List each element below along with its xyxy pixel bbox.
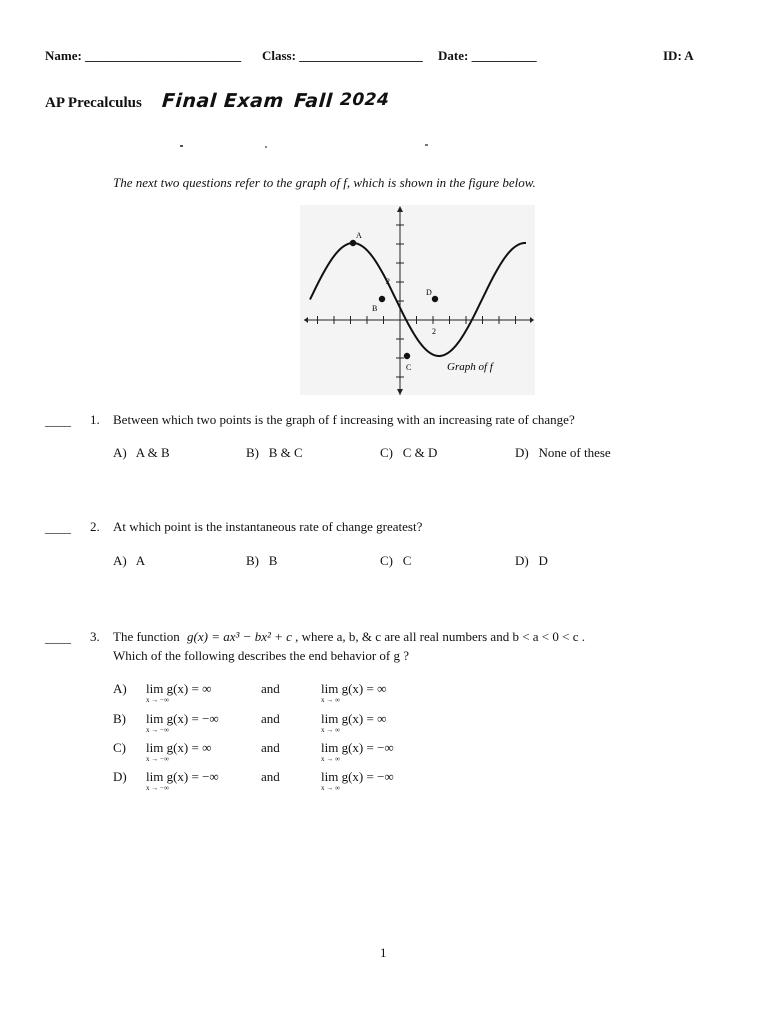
and-connector: and — [261, 711, 280, 726]
question-number-1: 1. — [90, 412, 100, 427]
choice-text: B & C — [268, 445, 303, 460]
limit-expression: lim g(x) = ∞ — [146, 740, 212, 755]
point-label-b: B — [372, 304, 378, 313]
and-connector: and — [261, 740, 280, 755]
choice-text: C — [402, 553, 412, 568]
limit-expression: lim g(x) = −∞ — [321, 769, 394, 784]
q2-choice-a[interactable] — [113, 553, 145, 569]
answer-blank-1[interactable]: ____ — [45, 413, 71, 428]
choice-text: B — [268, 553, 278, 568]
choice-letter: B) — [246, 553, 259, 568]
q3-formula: g(x) = ax³ − bx² + c — [187, 629, 292, 644]
limit-expression: lim g(x) = ∞ — [321, 711, 387, 726]
choice-text: C & D — [402, 445, 438, 460]
left-limit — [146, 711, 219, 734]
choice-text: A & B — [135, 445, 170, 460]
point-a — [350, 240, 356, 246]
choice-letter: A) — [113, 553, 127, 568]
and-connector: and — [261, 681, 280, 696]
right-limit — [321, 769, 394, 792]
point-b — [379, 296, 385, 302]
graph-of-f-figure — [300, 200, 535, 400]
q1-choice-a[interactable] — [113, 445, 170, 461]
choice-letter: D) — [113, 769, 127, 784]
choice-text: None of these — [538, 445, 611, 460]
limit-expression: lim g(x) = −∞ — [146, 711, 219, 726]
limit-subscript: x → ∞ — [321, 726, 340, 734]
scan-artifact — [265, 146, 267, 148]
limit-expression: lim g(x) = −∞ — [146, 769, 219, 784]
point-c — [404, 353, 410, 359]
question-text-3-line2: Which of the following describes the end behavior of g ? — [113, 648, 410, 663]
figure-intro-text: The next two questions refer to the graph of f, which is shown in the figure below. — [113, 175, 536, 190]
limit-subscript: x → ∞ — [321, 784, 340, 792]
date-field-label: Date: __________ — [438, 48, 537, 63]
question-text-2: At which point is the instantaneous rate of change greatest? — [113, 519, 423, 534]
point-label-d: D — [426, 288, 432, 297]
left-limit — [146, 769, 219, 792]
y-tick-label: 2 — [386, 277, 390, 286]
limit-expression: lim g(x) = ∞ — [321, 681, 387, 696]
q3-text-part: , where a, b, & c are all real numbers and b < a < 0 < c . — [295, 629, 585, 644]
choice-letter: D) — [515, 553, 529, 568]
q1-choice-b[interactable] — [246, 445, 303, 461]
name-field-label: Name: ________________________ — [45, 48, 242, 63]
question-text-1: Between which two points is the graph of f increasing with an increasing rate of change? — [113, 412, 575, 427]
scan-artifact — [425, 144, 428, 146]
exam-id-label: ID: A — [663, 48, 694, 63]
point-d — [432, 296, 438, 302]
q2-choice-d[interactable] — [515, 553, 548, 569]
x-tick-label: 2 — [432, 327, 436, 336]
choice-letter: A) — [113, 681, 127, 696]
scan-artifact — [180, 145, 183, 147]
question-number-2: 2. — [90, 519, 100, 534]
course-title: AP Precalculus — [45, 95, 142, 111]
q3-choice-c[interactable] — [113, 740, 443, 766]
limit-subscript: x → ∞ — [321, 755, 340, 763]
q3-choice-a[interactable] — [113, 681, 443, 707]
figure-background — [300, 205, 535, 395]
choice-letter: A) — [113, 445, 127, 460]
point-label-c: C — [406, 363, 412, 372]
class-field-label: Class: ___________________ — [262, 48, 423, 63]
handwritten-title-year: 2024 — [339, 90, 391, 110]
q3-choice-b[interactable] — [113, 711, 443, 737]
limit-subscript: x → −∞ — [146, 726, 169, 734]
question-text-3-line1 — [113, 629, 585, 645]
figure-caption: Graph of f — [447, 361, 493, 373]
handwritten-title-term: Fall — [293, 90, 334, 112]
q2-choice-c[interactable] — [380, 553, 411, 569]
choice-letter: C) — [113, 740, 126, 755]
left-limit — [146, 740, 212, 763]
choice-letter: B) — [113, 711, 126, 726]
q1-choice-c[interactable] — [380, 445, 437, 461]
choice-letter: D) — [515, 445, 529, 460]
right-limit — [321, 681, 387, 704]
limit-subscript: x → −∞ — [146, 755, 169, 763]
right-limit — [321, 740, 394, 763]
page-number: 1 — [380, 945, 387, 960]
right-limit — [321, 711, 387, 734]
limit-subscript: x → ∞ — [321, 696, 340, 704]
answer-blank-3[interactable]: ____ — [45, 630, 71, 645]
q1-choice-d[interactable] — [515, 445, 611, 461]
limit-subscript: x → −∞ — [146, 784, 169, 792]
choice-letter: C) — [380, 553, 393, 568]
answer-blank-2[interactable]: ____ — [45, 520, 71, 535]
choice-text: D — [538, 553, 548, 568]
q2-choice-b[interactable] — [246, 553, 277, 569]
question-number-3: 3. — [90, 629, 100, 644]
handwritten-title-exam: Final Exam — [161, 90, 285, 112]
limit-expression: lim g(x) = ∞ — [146, 681, 212, 696]
choice-text: A — [135, 553, 146, 568]
limit-subscript: x → −∞ — [146, 696, 169, 704]
q3-choice-d[interactable] — [113, 769, 443, 795]
point-label-a: A — [356, 231, 362, 240]
q3-text-part: The function — [113, 629, 180, 644]
choice-letter: B) — [246, 445, 259, 460]
and-connector: and — [261, 769, 280, 784]
left-limit — [146, 681, 212, 704]
limit-expression: lim g(x) = −∞ — [321, 740, 394, 755]
choice-letter: C) — [380, 445, 393, 460]
